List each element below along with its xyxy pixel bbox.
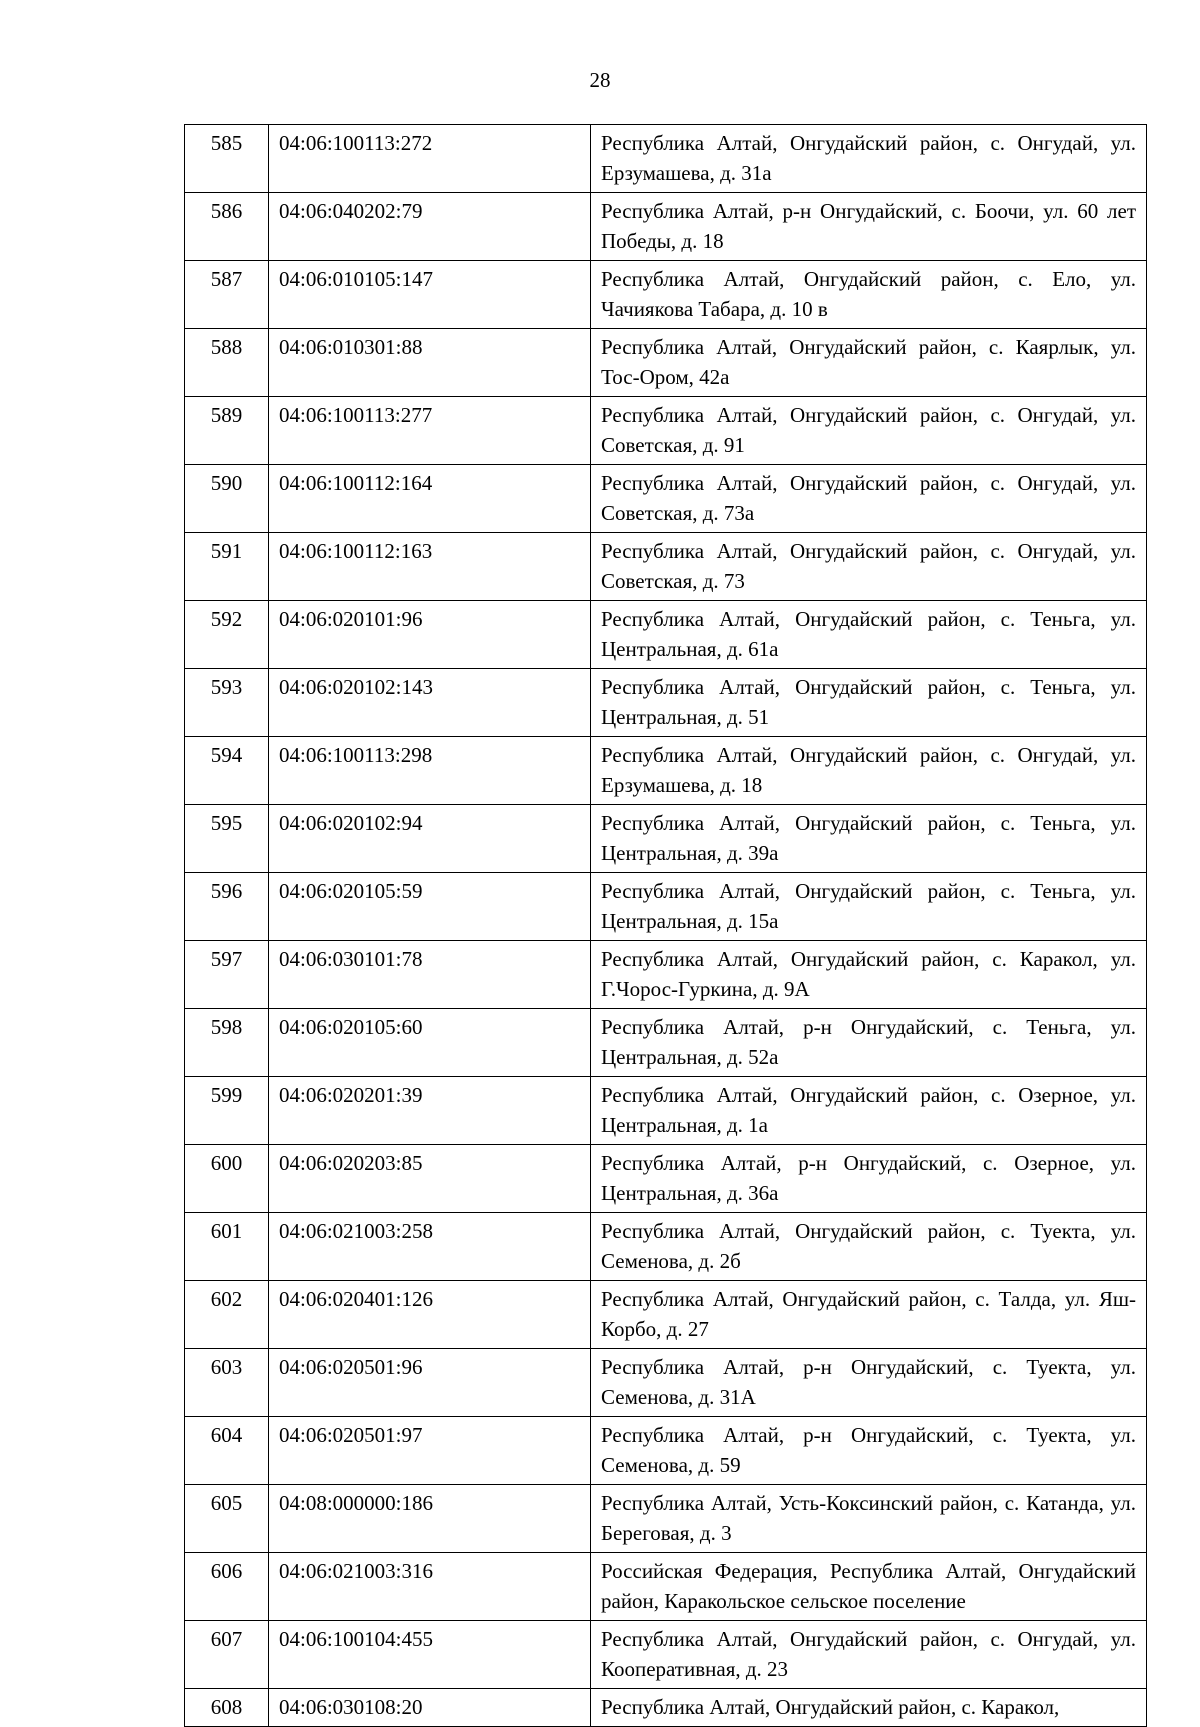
cadastral-number-cell: 04:06:020105:59 — [269, 873, 591, 941]
cadastral-number-cell: 04:06:020501:97 — [269, 1417, 591, 1485]
cadastral-number-cell: 04:06:010105:147 — [269, 261, 591, 329]
row-number-cell: 591 — [185, 533, 269, 601]
address-cell: Республика Алтай, Онгудайский район, с. Озерное, ул. Центральная, д. 1а — [591, 1077, 1147, 1145]
row-number-cell: 596 — [185, 873, 269, 941]
cadastral-number-cell: 04:06:020105:60 — [269, 1009, 591, 1077]
table-row — [185, 125, 1147, 193]
row-number-cell: 592 — [185, 601, 269, 669]
row-number-cell: 601 — [185, 1213, 269, 1281]
cadastral-number-cell: 04:06:030101:78 — [269, 941, 591, 1009]
address-cell: Республика Алтай, р-н Онгудайский, с. Туекта, ул. Семенова, д. 59 — [591, 1417, 1147, 1485]
address-cell: Республика Алтай, Онгудайский район, с. Теньга, ул. Центральная, д. 39а — [591, 805, 1147, 873]
row-number-cell: 586 — [185, 193, 269, 261]
table-row — [185, 1145, 1147, 1213]
address-cell: Российская Федерация, Республика Алтай, Онгудайский район, Каракольское сельское поселение — [591, 1553, 1147, 1621]
address-cell: Республика Алтай, р-н Онгудайский, с. Туекта, ул. Семенова, д. 31А — [591, 1349, 1147, 1417]
table-row — [185, 1485, 1147, 1553]
table-row — [185, 1689, 1147, 1727]
cadastral-number-cell: 04:06:100104:455 — [269, 1621, 591, 1689]
cadastral-number-cell: 04:06:010301:88 — [269, 329, 591, 397]
row-number-cell: 587 — [185, 261, 269, 329]
table-row — [185, 1281, 1147, 1349]
row-number-cell: 593 — [185, 669, 269, 737]
table-row — [185, 465, 1147, 533]
cadastral-number-cell: 04:06:020401:126 — [269, 1281, 591, 1349]
cadastral-number-cell: 04:06:100113:298 — [269, 737, 591, 805]
address-cell: Республика Алтай, Онгудайский район, с. Талда, ул. Яш-Корбо, д. 27 — [591, 1281, 1147, 1349]
cadastral-number-cell: 04:08:000000:186 — [269, 1485, 591, 1553]
cadastral-number-cell: 04:06:100113:272 — [269, 125, 591, 193]
cadastral-number-cell: 04:06:021003:316 — [269, 1553, 591, 1621]
table-row — [185, 1417, 1147, 1485]
table-row — [185, 533, 1147, 601]
cadastral-number-cell: 04:06:020501:96 — [269, 1349, 591, 1417]
cadastral-number-cell: 04:06:020101:96 — [269, 601, 591, 669]
address-cell: Республика Алтай, Онгудайский район, с. Теньга, ул. Центральная, д. 51 — [591, 669, 1147, 737]
table-row — [185, 941, 1147, 1009]
row-number-cell: 600 — [185, 1145, 269, 1213]
registry-table — [184, 124, 1147, 1727]
row-number-cell: 607 — [185, 1621, 269, 1689]
table-row — [185, 1621, 1147, 1689]
address-cell: Республика Алтай, Онгудайский район, с. Онгудай, ул. Кооперативная, д. 23 — [591, 1621, 1147, 1689]
address-cell: Республика Алтай, Онгудайский район, с. Ело, ул. Чачиякова Табара, д. 10 в — [591, 261, 1147, 329]
address-cell: Республика Алтай, Онгудайский район, с. Теньга, ул. Центральная, д. 61а — [591, 601, 1147, 669]
table-row — [185, 193, 1147, 261]
address-cell: Республика Алтай, Онгудайский район, с. Каракол, — [591, 1689, 1147, 1727]
table-row — [185, 1349, 1147, 1417]
address-cell: Республика Алтай, р-н Онгудайский, с. Озерное, ул. Центральная, д. 36а — [591, 1145, 1147, 1213]
cadastral-number-cell: 04:06:100112:163 — [269, 533, 591, 601]
row-number-cell: 595 — [185, 805, 269, 873]
address-cell: Республика Алтай, Онгудайский район, с. Туекта, ул. Семенова, д. 2б — [591, 1213, 1147, 1281]
row-number-cell: 589 — [185, 397, 269, 465]
cadastral-number-cell: 04:06:100113:277 — [269, 397, 591, 465]
row-number-cell: 608 — [185, 1689, 269, 1727]
cadastral-number-cell: 04:06:100112:164 — [269, 465, 591, 533]
row-number-cell: 585 — [185, 125, 269, 193]
table-row — [185, 1213, 1147, 1281]
row-number-cell: 598 — [185, 1009, 269, 1077]
row-number-cell: 603 — [185, 1349, 269, 1417]
address-cell: Республика Алтай, Усть-Коксинский район, с. Катанда, ул. Береговая, д. 3 — [591, 1485, 1147, 1553]
table-row — [185, 1077, 1147, 1145]
row-number-cell: 590 — [185, 465, 269, 533]
table-row — [185, 805, 1147, 873]
cadastral-number-cell: 04:06:040202:79 — [269, 193, 591, 261]
page-number: 28 — [589, 68, 611, 92]
table-row — [185, 601, 1147, 669]
address-cell: Республика Алтай, р-н Онгудайский, с. Боочи, ул. 60 лет Победы, д. 18 — [591, 193, 1147, 261]
cadastral-number-cell: 04:06:020201:39 — [269, 1077, 591, 1145]
table-row — [185, 1009, 1147, 1077]
table-row — [185, 1553, 1147, 1621]
address-cell: Республика Алтай, Онгудайский район, с. Онгудай, ул. Советская, д. 73 — [591, 533, 1147, 601]
address-cell: Республика Алтай, р-н Онгудайский, с. Теньга, ул. Центральная, д. 52а — [591, 1009, 1147, 1077]
row-number-cell: 599 — [185, 1077, 269, 1145]
row-number-cell: 606 — [185, 1553, 269, 1621]
row-number-cell: 594 — [185, 737, 269, 805]
address-cell: Республика Алтай, Онгудайский район, с. Онгудай, ул. Советская, д. 73а — [591, 465, 1147, 533]
address-cell: Республика Алтай, Онгудайский район, с. Теньга, ул. Центральная, д. 15а — [591, 873, 1147, 941]
cadastral-number-cell: 04:06:020102:94 — [269, 805, 591, 873]
address-cell: Республика Алтай, Онгудайский район, с. Онгудай, ул. Ерзумашева, д. 18 — [591, 737, 1147, 805]
address-cell: Республика Алтай, Онгудайский район, с. Онгудай, ул. Советская, д. 91 — [591, 397, 1147, 465]
row-number-cell: 602 — [185, 1281, 269, 1349]
address-cell: Республика Алтай, Онгудайский район, с. Каракол, ул. Г.Чорос-Гуркина, д. 9А — [591, 941, 1147, 1009]
row-number-cell: 604 — [185, 1417, 269, 1485]
table-row — [185, 329, 1147, 397]
cadastral-number-cell: 04:06:021003:258 — [269, 1213, 591, 1281]
address-cell: Республика Алтай, Онгудайский район, с. Онгудай, ул. Ерзумашева, д. 31а — [591, 125, 1147, 193]
cadastral-number-cell: 04:06:030108:20 — [269, 1689, 591, 1727]
table-row — [185, 737, 1147, 805]
cadastral-number-cell: 04:06:020203:85 — [269, 1145, 591, 1213]
table-row — [185, 873, 1147, 941]
row-number-cell: 588 — [185, 329, 269, 397]
table-row — [185, 261, 1147, 329]
cadastral-number-cell: 04:06:020102:143 — [269, 669, 591, 737]
row-number-cell: 605 — [185, 1485, 269, 1553]
table-row — [185, 669, 1147, 737]
address-cell: Республика Алтай, Онгудайский район, с. Каярлык, ул. Тос-Ором, 42а — [591, 329, 1147, 397]
table-row — [185, 397, 1147, 465]
registry-table-body — [185, 125, 1147, 1727]
row-number-cell: 597 — [185, 941, 269, 1009]
